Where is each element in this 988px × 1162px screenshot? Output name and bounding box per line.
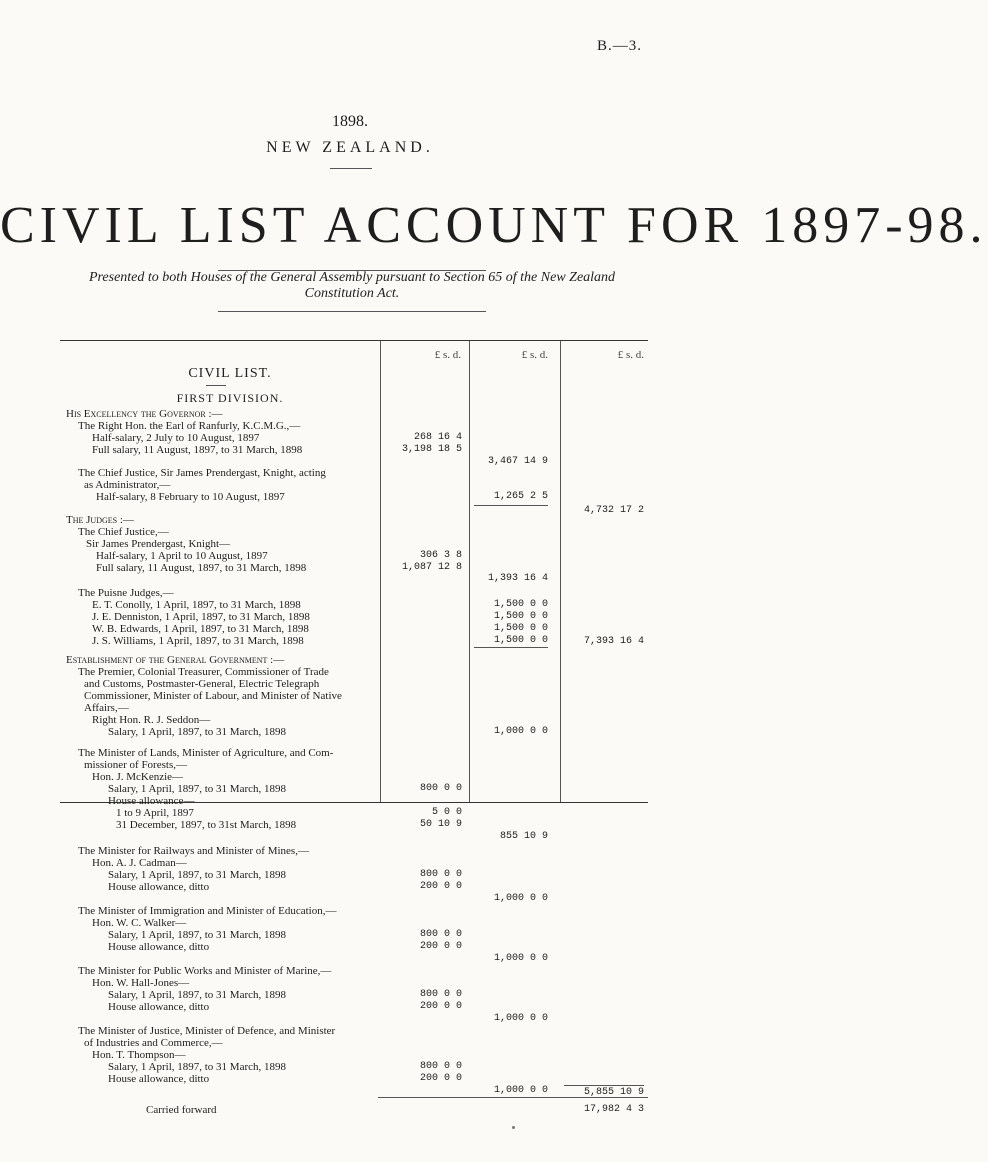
line-item-amount: 800 0 0 xyxy=(419,1061,462,1072)
line-item-label: Half-salary, 8 February to 10 August, 1897 xyxy=(96,491,285,503)
civil-list-heading: CIVIL LIST. xyxy=(188,366,272,381)
subtotal-amount: 1,393 16 4 xyxy=(487,573,548,584)
line-item-label: The Minister of Justice, Minister of Defence, and Minister xyxy=(78,1025,336,1037)
line-item-label: The Premier, Colonial Treasurer, Commissioner of Trade xyxy=(78,666,329,678)
judges-label: The Judges :— xyxy=(66,514,134,526)
subtotal-amount: 1,000 0 0 xyxy=(493,1013,548,1024)
line-item-label: Full salary, 11 August, 1897, to 31 March, 1898 xyxy=(92,444,303,456)
line-item-label: missioner of Forests,— xyxy=(84,759,187,771)
divider xyxy=(330,168,372,169)
list-item: J. E. Denniston, 1 April, 1897, to 31 March, 1898 xyxy=(92,611,310,623)
sum-rule xyxy=(474,647,548,648)
divider xyxy=(206,385,226,386)
line-item-amount: 5 0 0 xyxy=(431,807,462,818)
row-rule xyxy=(378,1097,648,1098)
column-header: £ s. d. xyxy=(434,349,461,361)
minister-name: Hon. T. Thompson— xyxy=(92,1049,186,1061)
line-item-label: The Minister for Public Works and Minister of Marine,— xyxy=(78,965,332,977)
column-divider xyxy=(560,341,561,802)
division-heading: FIRST DIVISION. xyxy=(176,391,284,405)
line-item-label: and Customs, Postmaster-General, Electric Telegraph xyxy=(84,678,320,690)
line-item-amount: 200 0 0 xyxy=(419,881,462,892)
line-item-label: Salary, 1 April, 1897, to 31 March, 1898 xyxy=(108,869,287,881)
governor-label: His Excellency the Governor :— xyxy=(66,408,223,420)
line-item-amount: 1,500 0 0 xyxy=(493,611,548,622)
line-item-label: The Minister of Lands, Minister of Agriculture, and Com- xyxy=(78,747,334,759)
document-reference: B.—3. xyxy=(596,38,642,54)
line-item-label: Sir James Prendergast, Knight— xyxy=(86,538,231,550)
line-item-label: as Administrator,— xyxy=(84,479,171,491)
carried-forward-label: Carried forward xyxy=(146,1104,217,1116)
page-title: CIVIL LIST ACCOUNT FOR 1897-98. xyxy=(0,197,988,254)
line-item-amount: 1,500 0 0 xyxy=(493,623,548,634)
line-item-label: House allowance, ditto xyxy=(108,1073,210,1085)
line-item-label: Half-salary, 2 July to 10 August, 1897 xyxy=(92,432,260,444)
line-item-amount: 800 0 0 xyxy=(419,929,462,940)
line-item-label: Affairs,— xyxy=(84,702,129,714)
line-item-label: 31 December, 1897, to 31st March, 1898 xyxy=(116,819,297,831)
section-total: 4,732 17 2 xyxy=(583,505,644,516)
line-item-label: House allowance, ditto xyxy=(108,941,210,953)
line-item-label: 1 to 9 April, 1897 xyxy=(116,807,194,819)
line-item-amount: 1,500 0 0 xyxy=(493,635,548,646)
line-item-amount: 1,500 0 0 xyxy=(493,599,548,610)
line-item-label: Salary, 1 April, 1897, to 31 March, 1898 xyxy=(108,783,287,795)
line-item-amount: 1,000 0 0 xyxy=(493,726,548,737)
line-item-label: Salary, 1 April, 1897, to 31 March, 1898 xyxy=(108,929,287,941)
line-item-label: Salary, 1 April, 1897, to 31 March, 1898 xyxy=(108,1061,287,1073)
country-heading: NEW ZEALAND. xyxy=(266,139,434,156)
governor-name: The Right Hon. the Earl of Ranfurly, K.C.M.G.,— xyxy=(78,420,301,432)
column-divider xyxy=(469,341,470,802)
line-item-amount: 50 10 9 xyxy=(419,819,462,830)
line-item-label: The Chief Justice,— xyxy=(78,526,169,538)
minister-name: Hon. A. J. Cadman— xyxy=(92,857,187,869)
line-item-label: The Puisne Judges,— xyxy=(78,587,174,599)
column-divider xyxy=(380,341,381,802)
line-item-label: The Minister of Immigration and Minister of Education,— xyxy=(78,905,337,917)
divider xyxy=(218,311,486,312)
subtotal-amount: 855 10 9 xyxy=(499,831,548,842)
section-total: 7,393 16 4 xyxy=(583,636,644,647)
line-item-label: The Chief Justice, Sir James Prendergast, Knight, acting xyxy=(78,467,326,479)
sum-rule xyxy=(474,505,548,506)
line-item-amount: 306 3 8 xyxy=(419,550,462,561)
subtotal-amount: 1,000 0 0 xyxy=(493,893,548,904)
line-item-label: Salary, 1 April, 1897, to 31 March, 1898 xyxy=(108,726,287,738)
line-item-amount: 1,087 12 8 xyxy=(401,562,462,573)
line-item-amount: 200 0 0 xyxy=(419,1001,462,1012)
list-item: W. B. Edwards, 1 April, 1897, to 31 March, 1898 xyxy=(92,623,309,635)
ministry-label: Establishment of the General Government :— xyxy=(66,654,285,666)
column-header: £ s. d. xyxy=(521,349,548,361)
document-year: 1898. xyxy=(332,113,368,130)
line-item-label: House allowance, ditto xyxy=(108,1001,210,1013)
presented-note: Presented to both Houses of the General Assembly pursuant to Section 65 of the New Zealand Constitution Act. xyxy=(88,270,616,301)
line-item-amount: 268 16 4 xyxy=(413,432,462,443)
line-item-amount: 1,265 2 5 xyxy=(493,491,548,502)
subtotal-amount: 1,000 0 0 xyxy=(493,953,548,964)
column-header: £ s. d. xyxy=(617,349,644,361)
line-item-label: The Minister for Railways and Minister of Mines,— xyxy=(78,845,309,857)
line-item-amount: 800 0 0 xyxy=(419,989,462,1000)
subtotal-amount: 3,467 14 9 xyxy=(487,456,548,467)
line-item-amount: 200 0 0 xyxy=(419,1073,462,1084)
page-mark xyxy=(512,1126,515,1129)
carried-forward-amount: 17,982 4 3 xyxy=(583,1104,644,1115)
line-item-label: Full salary, 11 August, 1897, to 31 March, 1898 xyxy=(96,562,307,574)
sum-rule xyxy=(564,1085,644,1086)
minister-name: Hon. J. McKenzie— xyxy=(92,771,184,783)
line-item-amount: 800 0 0 xyxy=(419,869,462,880)
minister-name: Hon. W. Hall-Jones— xyxy=(92,977,190,989)
line-item-label: House allowance— xyxy=(108,795,195,807)
line-item-amount: 800 0 0 xyxy=(419,783,462,794)
list-item: J. S. Williams, 1 April, 1897, to 31 March, 1898 xyxy=(92,635,304,647)
line-item-amount: 3,198 18 5 xyxy=(401,444,462,455)
line-item-label: Salary, 1 April, 1897, to 31 March, 1898 xyxy=(108,989,287,1001)
section-total: 5,855 10 9 xyxy=(583,1087,644,1098)
subtotal-amount: 1,000 0 0 xyxy=(493,1085,548,1096)
line-item-label: Commissioner, Minister of Labour, and Minister of Native xyxy=(84,690,342,702)
line-item-label: of Industries and Commerce,— xyxy=(84,1037,223,1049)
line-item-label: Half-salary, 1 April to 10 August, 1897 xyxy=(96,550,268,562)
line-item-label: House allowance, ditto xyxy=(108,881,210,893)
minister-name: Hon. W. C. Walker— xyxy=(92,917,187,929)
minister-name: Right Hon. R. J. Seddon— xyxy=(92,714,211,726)
line-item-amount: 200 0 0 xyxy=(419,941,462,952)
list-item: E. T. Conolly, 1 April, 1897, to 31 March, 1898 xyxy=(92,599,301,611)
